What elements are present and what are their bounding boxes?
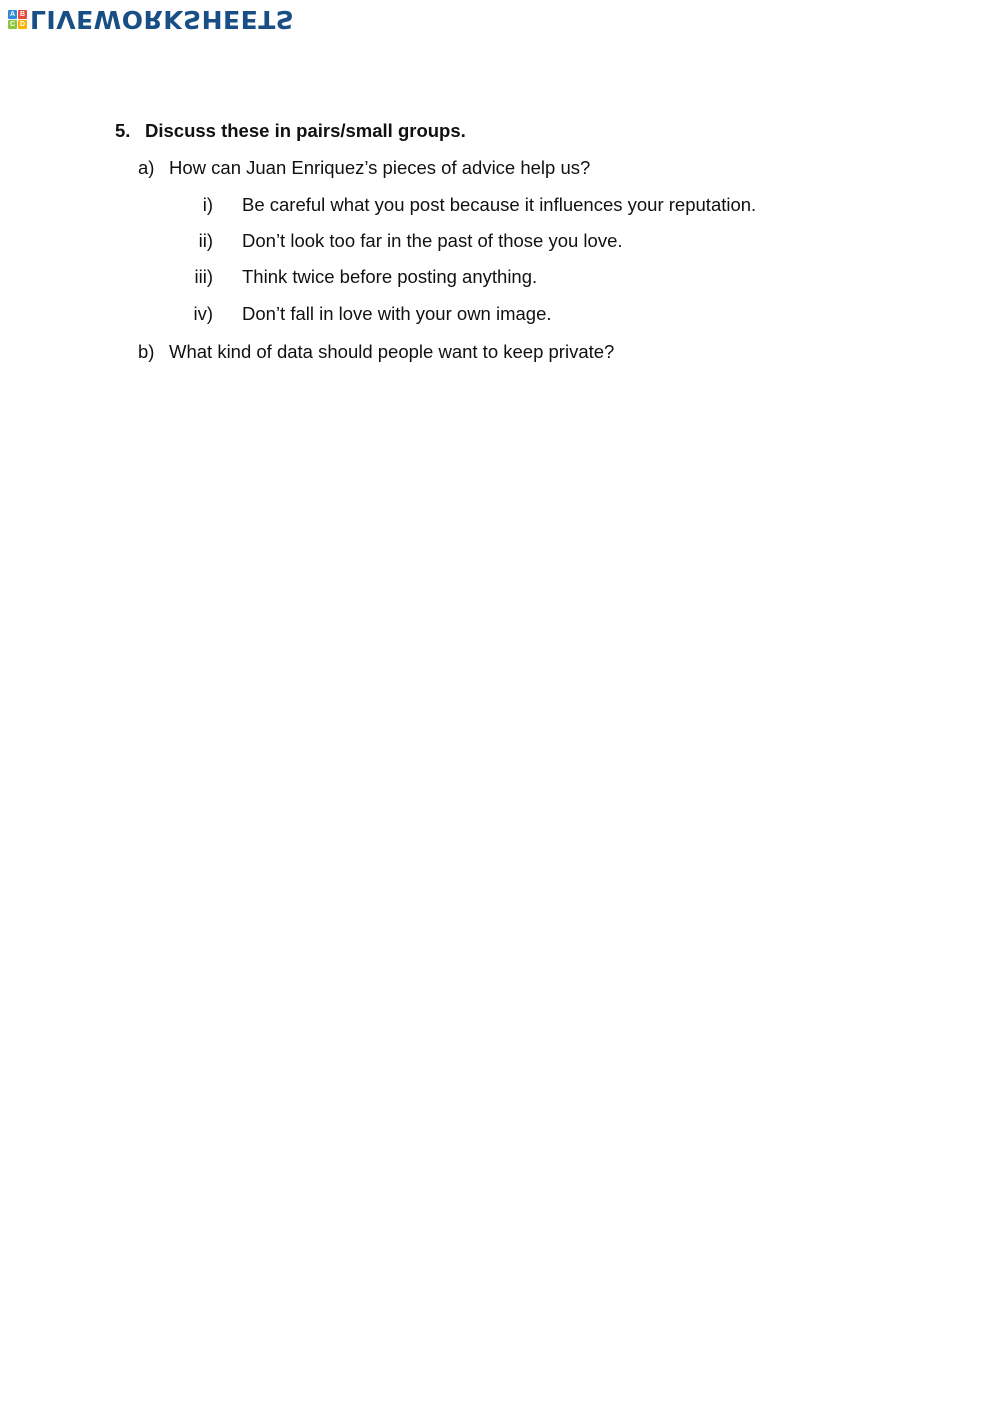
item-text: Don’t fall in love with your own image. xyxy=(242,303,552,324)
sub-question-text: How can Juan Enriquez’s pieces of advice help us? xyxy=(169,157,591,178)
advice-item-i xyxy=(180,194,880,216)
item-label: ii) xyxy=(198,230,213,251)
advice-item-iv xyxy=(180,303,880,325)
item-text: Think twice before posting anything. xyxy=(242,266,538,287)
sub-question-text: What kind of data should people want to keep private? xyxy=(169,341,615,362)
sub-question-a xyxy=(138,157,590,179)
liveworksheets-logo xyxy=(8,4,294,34)
logo-block: D xyxy=(19,20,26,28)
item-label: iii) xyxy=(194,266,213,287)
logo-block: A xyxy=(9,10,16,18)
sub-question-label: b) xyxy=(138,341,155,362)
logo-block: B xyxy=(19,10,26,18)
advice-item-ii xyxy=(180,230,880,252)
sub-question-label: a) xyxy=(138,157,155,178)
item-text: Don’t look too far in the past of those you love. xyxy=(242,230,623,251)
logo-text: LIVEWORKSHEETS xyxy=(30,5,295,34)
advice-item-iii xyxy=(180,266,880,288)
logo-block: C xyxy=(9,20,16,28)
sub-question-b xyxy=(138,341,614,363)
logo-blocks-icon xyxy=(8,10,27,29)
item-label: i) xyxy=(202,194,213,215)
item-text: Be careful what you post because it influences your reputation. xyxy=(242,194,757,215)
question-number: 5. xyxy=(115,120,131,141)
question-title-text: Discuss these in pairs/small groups. xyxy=(145,120,466,141)
item-label: iv) xyxy=(193,303,213,324)
question-title xyxy=(115,120,466,142)
